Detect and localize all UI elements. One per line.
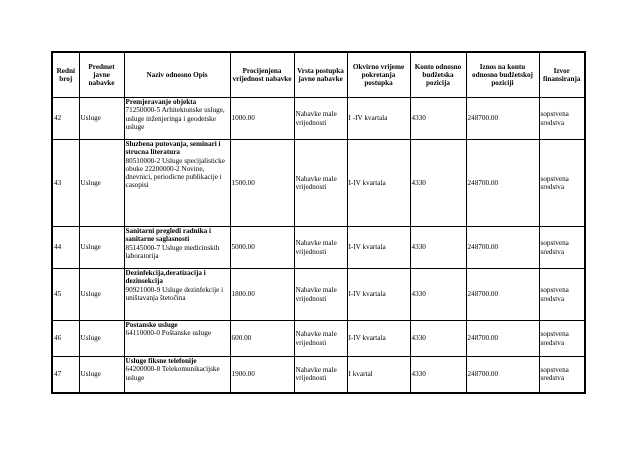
table-row: [52, 269, 585, 321]
table-row: [52, 321, 585, 357]
row-description-title: Postanske usluge: [125, 321, 178, 329]
row-number: 42: [52, 98, 79, 140]
row-description-title: Sluzbena putovanja, seminari i strucna literatura: [125, 140, 221, 157]
row-subject: Usluge: [79, 98, 124, 140]
row-value: 5000.00: [230, 227, 294, 269]
row-amount: 248700.00: [466, 269, 539, 321]
row-description-body: 85145000-7 Usluge medicinskih laboratorija: [125, 243, 220, 260]
row-description-body: 64110000-0 Poštanske usluge: [125, 329, 212, 338]
header-iznos: Iznos na kontu odnosno budžetskoj poziciji: [466, 52, 539, 98]
header-konto: Konto odnosno budžetska pozicija: [410, 52, 466, 98]
row-procedure: Nabavke male vrijednosti: [294, 227, 347, 269]
row-description-body: 71250000-5 Arhitektonske usluge, usluge inženjeringa i geodetske usluge: [125, 106, 225, 131]
row-value: 600.00: [230, 321, 294, 357]
row-amount: 248700.00: [466, 227, 539, 269]
row-description-body: 90921000-9 Usluge dezinfekcije i uništavanja štetočina: [125, 285, 224, 302]
row-time: I-IV kvartala: [347, 269, 410, 321]
row-konto: 4330: [410, 98, 466, 140]
row-time: I-IV kvartala: [347, 227, 410, 269]
row-amount: 248700.00: [466, 140, 539, 227]
row-procedure: Nabavke male vrijednosti: [294, 321, 347, 357]
row-value: 1900.00: [230, 357, 294, 393]
row-time: I-IV kvartala: [347, 321, 410, 357]
row-konto: 4330: [410, 140, 466, 227]
header-naziv-opis: Naziv odnosno Opis: [124, 52, 230, 98]
row-number: 47: [52, 357, 79, 393]
table-row: [52, 227, 585, 269]
row-subject: Usluge: [79, 321, 124, 357]
row-description: [124, 98, 230, 140]
row-konto: 4330: [410, 357, 466, 393]
row-description-title: Sanitarni pregledi radnika i sanitarne saglasnosti: [125, 227, 212, 244]
table-header-row: [52, 52, 585, 98]
row-number: 44: [52, 227, 79, 269]
row-subject: Usluge: [79, 227, 124, 269]
row-procedure: Nabavke male vrijednosti: [294, 140, 347, 227]
row-description-body: 80510000-2 Usluge specijalisticke obuke 22200000-2 Novine, dnevnici, periodicne publikacije i casopisi: [125, 156, 225, 190]
row-konto: 4330: [410, 227, 466, 269]
row-description-title: Usluge fiksne telefonije: [125, 357, 197, 365]
row-description: [124, 140, 230, 227]
row-number: 46: [52, 321, 79, 357]
row-description: [124, 269, 230, 321]
header-izvor: Izvor finansiranja: [539, 52, 585, 98]
row-procedure: Nabavke male vrijednosti: [294, 98, 347, 140]
row-subject: Usluge: [79, 357, 124, 393]
row-amount: 248700.00: [466, 321, 539, 357]
row-subject: Usluge: [79, 269, 124, 321]
row-source: sopstvena sredstva: [539, 357, 585, 393]
row-time: I-IV kvartala: [347, 140, 410, 227]
row-procedure: Nabavke male vrijednosti: [294, 269, 347, 321]
row-source: sopstvena sredstva: [539, 321, 585, 357]
header-redni-broj: Redni broj: [52, 52, 79, 98]
table-row: [52, 357, 585, 393]
row-konto: 4330: [410, 269, 466, 321]
row-source: sopstvena sredstva: [539, 227, 585, 269]
row-number: 43: [52, 140, 79, 227]
header-vrsta-postupka: Vrsta postupka javne nabavke: [294, 52, 347, 98]
row-procedure: Nabavke male vrijednosti: [294, 357, 347, 393]
row-description: [124, 227, 230, 269]
row-description-title: Premjeravanje objekta: [125, 98, 197, 106]
row-description: [124, 357, 230, 393]
row-time: I kvartal: [347, 357, 410, 393]
row-source: sopstvena sredstva: [539, 140, 585, 227]
header-predmet: Predmet javne nabavke: [79, 52, 124, 98]
header-procijenjena-vrijednost: Procijenjena vrijednost nabavke: [230, 52, 294, 98]
row-amount: 248700.00: [466, 98, 539, 140]
row-source: sopstvena sredstva: [539, 269, 585, 321]
table-row: [52, 140, 585, 227]
row-time: I -IV kvartala: [347, 98, 410, 140]
row-description-title: Dezinfekcija,deratizacija i dezinsekcija: [125, 269, 206, 286]
header-okvirno-vrijeme: Okvirno vrijeme pokretanja postupka: [347, 52, 410, 98]
procurement-table: [51, 51, 586, 394]
row-value: 1000.00: [230, 98, 294, 140]
row-amount: 248700.00: [466, 357, 539, 393]
row-number: 45: [52, 269, 79, 321]
row-konto: 4330: [410, 321, 466, 357]
procurement-plan-sheet: [51, 51, 584, 394]
row-description: [124, 321, 230, 357]
row-description-body: 64200000-8 Telekomunikacijske usluge: [125, 365, 220, 382]
row-value: 1800.00: [230, 269, 294, 321]
row-source: sopstvena sredstva: [539, 98, 585, 140]
row-subject: Usluge: [79, 140, 124, 227]
table-row: [52, 98, 585, 140]
row-value: 1500.00: [230, 140, 294, 227]
